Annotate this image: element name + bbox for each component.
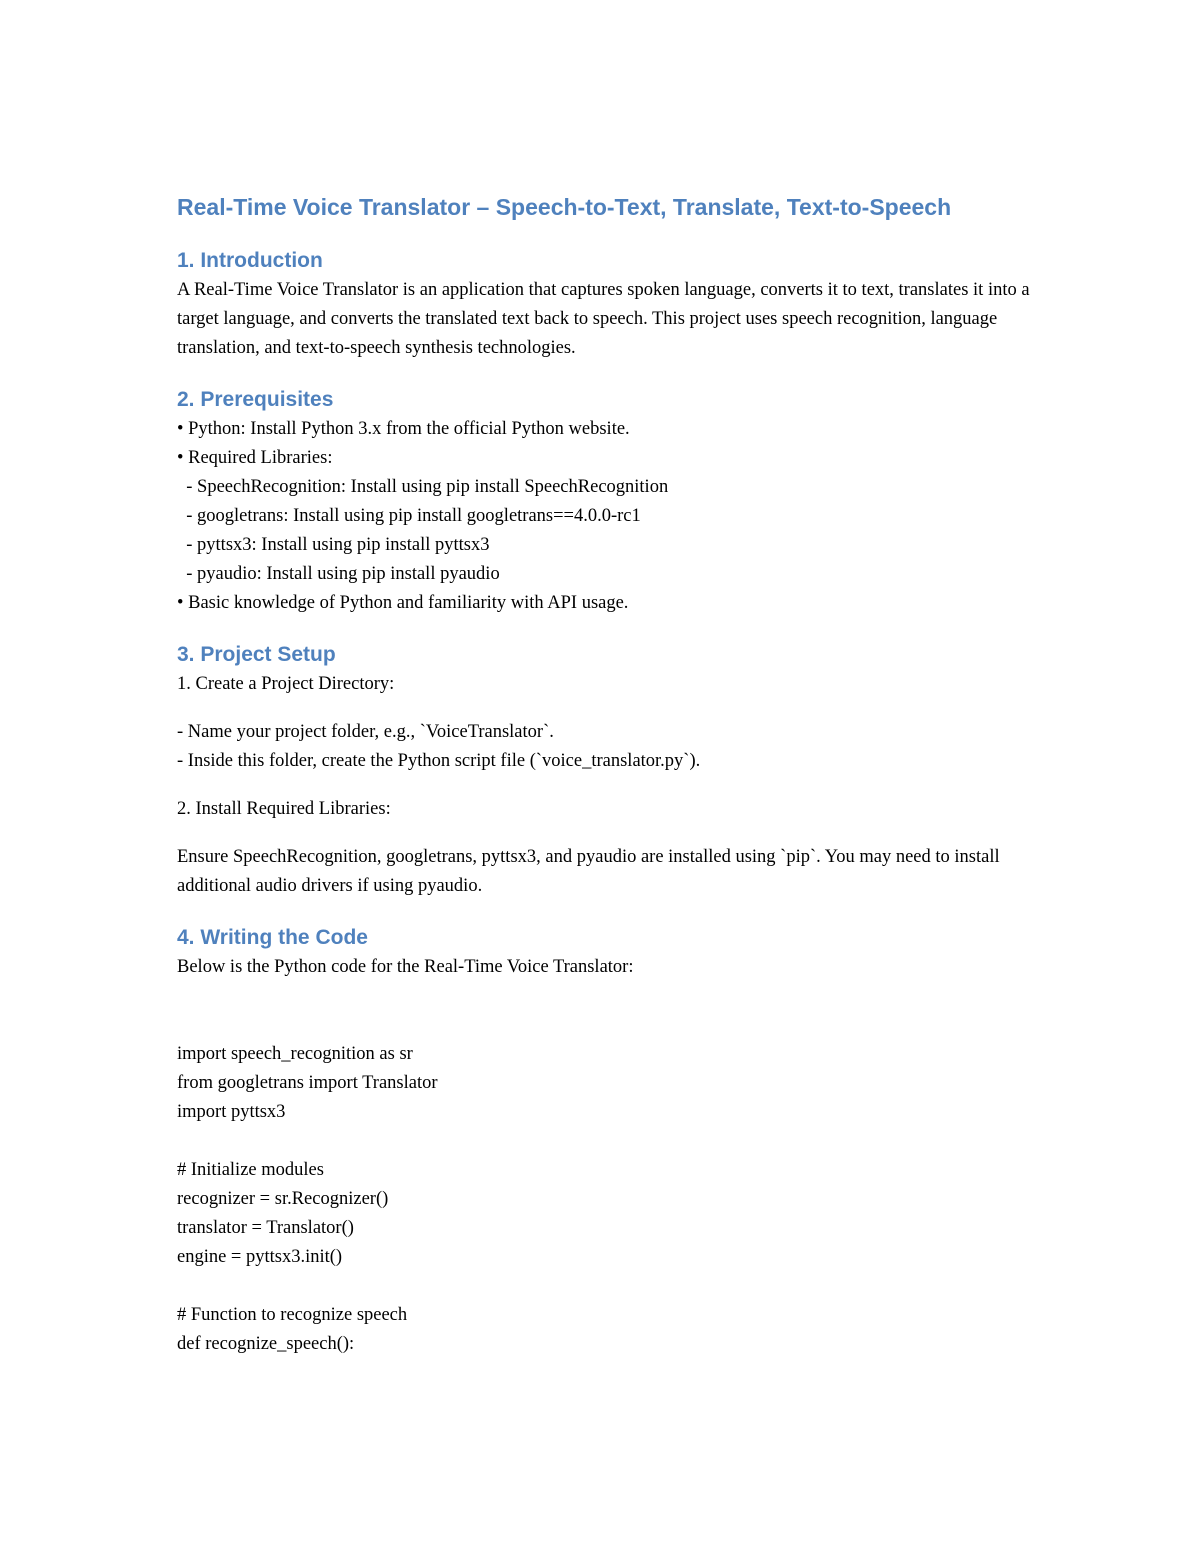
prerequisite-item: - SpeechRecognition: Install using pip install SpeechRecognition [177,477,669,497]
prerequisite-item: • Python: Install Python 3.x from the official Python website. [177,419,630,439]
setup-step-1: 1. Create a Project Directory: [177,674,395,694]
prerequisite-item: • Basic knowledge of Python and familiarity with API usage. [177,593,629,613]
code-line: # Function to recognize speech [177,1305,408,1325]
prerequisite-item: - pyaudio: Install using pip install pyaudio [177,564,500,584]
prerequisite-item: - googletrans: Install using pip install googletrans==4.0.0-rc1 [177,506,641,526]
code-line: import pyttsx3 [177,1102,286,1122]
heading-project-setup: 3. Project Setup [177,643,336,666]
document-page [177,190,1037,1359]
code-line: def recognize_speech(): [177,1334,355,1354]
heading-prerequisites: 2. Prerequisites [177,388,334,411]
code-block [177,1040,1037,1359]
setup-step-1-item: - Name your project folder, e.g., `VoiceTranslator`. [177,722,554,742]
code-line: # Initialize modules [177,1160,324,1180]
setup-step-1-item: - Inside this folder, create the Python script file (`voice_translator.py`). [177,751,701,771]
code-intro: Below is the Python code for the Real-Time Voice Translator: [177,957,634,977]
document-title: Real-Time Voice Translator – Speech-to-Text, Translate, Text-to-Speech [177,194,952,220]
heading-writing-code: 4. Writing the Code [177,926,368,949]
code-line: engine = pyttsx3.init() [177,1247,343,1267]
setup-step-2-paragraph: Ensure SpeechRecognition, googletrans, pyttsx3, and pyaudio are installed using `pip`. You may need to install additional audio drivers if using pyaudio. [177,847,1000,896]
code-line: recognizer = sr.Recognizer() [177,1189,389,1209]
prerequisite-item: - pyttsx3: Install using pip install pyttsx3 [177,535,490,555]
code-line: from googletrans import Translator [177,1073,438,1093]
heading-introduction: 1. Introduction [177,249,323,272]
introduction-paragraph: A Real-Time Voice Translator is an application that captures spoken language, converts it to text, translates it into a target language, and converts the translated text back to speech. This project uses speech recognition, language translation, and text-to-speech synthesis technologies. [177,280,1030,358]
prerequisite-item: • Required Libraries: [177,448,333,468]
code-line: translator = Translator() [177,1218,354,1238]
code-line: import speech_recognition as sr [177,1044,413,1064]
setup-step-2: 2. Install Required Libraries: [177,799,391,819]
